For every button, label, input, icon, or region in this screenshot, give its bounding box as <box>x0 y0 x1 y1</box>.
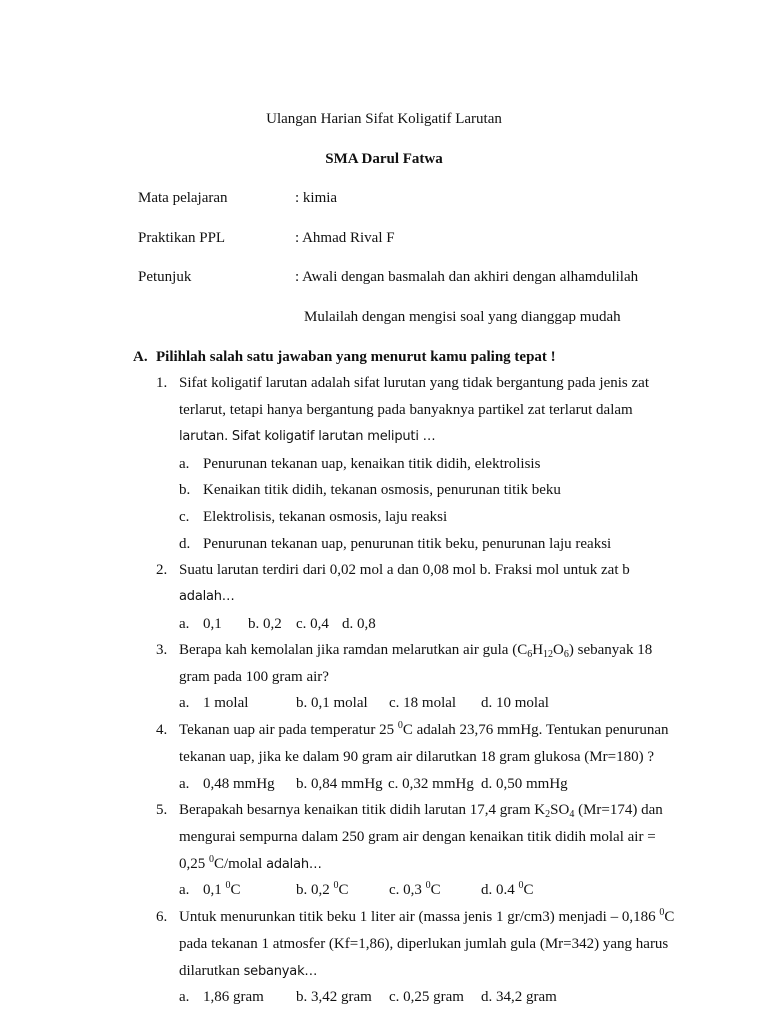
question-text <box>179 855 322 874</box>
question-text: Sifat koligatif larutan adalah sifat lurutan yang tidak bergantung pada jenis zat <box>179 375 649 391</box>
option-text: Penurunan tekanan uap, penurunan titik beku, penurunan laju reaksi <box>203 536 612 552</box>
question-text <box>179 962 317 981</box>
text-segment: O <box>553 642 564 658</box>
info-label-instruction: Petunjuk <box>138 269 192 285</box>
option-text: 0,1 <box>203 616 222 632</box>
section-heading: Pilihlah salah satu jawaban yang menurut kamu paling tepat ! <box>156 349 556 365</box>
option-letter: a. <box>179 882 190 898</box>
question-text: larutan. Sifat koligatif larutan meliputi … <box>179 429 436 444</box>
option-text: b. 0,1 molal <box>296 695 368 711</box>
section-letter: A. <box>133 349 148 365</box>
text-segment: c. 0,3 <box>389 882 426 898</box>
option-text: d. 34,2 gram <box>481 989 557 1005</box>
option-letter: a. <box>179 776 190 792</box>
question-text: Suatu larutan terdiri dari 0,02 mol a dan 0,08 mol b. Fraksi mol untuk zat b <box>179 562 630 578</box>
superscript: 0 <box>225 880 231 891</box>
question-text: gram pada 100 gram air? <box>179 669 329 685</box>
info-label-subject: Mata pelajaran <box>138 190 228 206</box>
superscript: 0 <box>333 880 339 891</box>
subscript: 12 <box>543 649 554 660</box>
text-segment: b. 0,2 <box>296 882 334 898</box>
text-segment: C adalah 23,76 mmHg. Tentukan penurunan <box>402 722 669 738</box>
question-number: 4. <box>156 722 168 738</box>
text-segment: (Mr=174) dan <box>574 802 663 818</box>
text-segment: d. 0.4 <box>481 882 519 898</box>
text-segment: H <box>532 642 544 658</box>
option-text: Elektrolisis, tekanan osmosis, laju reaksi <box>203 509 448 525</box>
option-text: Penurunan tekanan uap, kenaikan titik didih, elektrolisis <box>203 456 541 472</box>
subscript: 4 <box>569 809 575 820</box>
option-text: b. 0,84 mmHg <box>296 776 383 792</box>
option-text: b. 3,42 gram <box>296 989 372 1005</box>
school-name: SMA Darul Fatwa <box>325 151 443 167</box>
option-text: Kenaikan titik didih, tekanan osmosis, penurunan titik beku <box>203 482 561 498</box>
text-segment: adalah… <box>266 857 322 872</box>
option-text: d. 10 molal <box>481 695 549 711</box>
question-text: adalah… <box>179 589 235 604</box>
text-segment: ) sebanyak 18 <box>568 642 653 658</box>
text-segment: C <box>230 882 241 898</box>
superscript: 0 <box>659 907 665 918</box>
text-segment: C <box>430 882 441 898</box>
option-text <box>481 881 534 899</box>
subscript: 6 <box>527 649 533 660</box>
text-segment: sebanyak… <box>243 964 318 979</box>
option-text: c. 18 molal <box>389 695 457 711</box>
text-segment: Berapakah besarnya kenaikan titik didih larutan 17,4 gram K <box>179 802 546 818</box>
document-title: Ulangan Harian Sifat Koligatif Larutan <box>266 111 502 127</box>
question-text <box>179 801 663 819</box>
question-text: mengurai sempurna dalam 250 gram air dengan kenaikan titik didih molal air = <box>179 829 656 845</box>
text-segment: 0,25 <box>179 856 209 872</box>
option-text: d. 0,8 <box>342 616 376 632</box>
text-segment: Berapa kah kemolalan jika ramdan melarutkan air gula (C <box>179 642 528 658</box>
option-letter: a. <box>179 456 190 472</box>
option-text <box>296 881 349 899</box>
text-segment: C/molal <box>214 856 267 872</box>
question-number: 3. <box>156 642 168 658</box>
question-text <box>179 721 669 739</box>
option-text: 1,86 gram <box>203 989 264 1005</box>
option-letter: a. <box>179 616 190 632</box>
question-text: terlarut, tetapi hanya bergantung pada banyaknya partikel zat terlarut dalam <box>179 402 633 418</box>
subscript: 2 <box>545 809 551 820</box>
option-letter: b. <box>179 482 191 498</box>
question-text <box>179 908 674 926</box>
instruction-continued: Mulailah dengan mengisi soal yang dianggap mudah <box>304 309 621 325</box>
subscript: 6 <box>563 649 569 660</box>
option-text: 0,48 mmHg <box>203 776 275 792</box>
text-segment: 0,1 <box>203 882 226 898</box>
question-text: tekanan uap, jika ke dalam 90 gram air dilarutkan 18 gram glukosa (Mr=180) ? <box>179 749 654 765</box>
option-letter: a. <box>179 989 190 1005</box>
superscript: 0 <box>425 880 431 891</box>
text-segment: C <box>523 882 534 898</box>
info-value-instruction: : Awali dengan basmalah dan akhiri dengan alhamdulilah <box>295 269 639 285</box>
option-text <box>203 881 241 899</box>
question-number: 1. <box>156 375 168 391</box>
option-letter: c. <box>179 509 190 525</box>
option-text: d. 0,50 mmHg <box>481 776 568 792</box>
question-number: 5. <box>156 802 168 818</box>
superscript: 0 <box>518 880 524 891</box>
option-text: c. 0,25 gram <box>389 989 464 1005</box>
info-label-teacher: Praktikan PPL <box>138 230 226 246</box>
option-text: 1 molal <box>203 695 249 711</box>
superscript: 0 <box>209 854 214 865</box>
superscript: 0 <box>397 720 403 731</box>
question-text: pada tekanan 1 atmosfer (Kf=1,86), diperlukan jumlah gula (Mr=342) yang harus <box>179 936 669 952</box>
question-number: 6. <box>156 909 168 925</box>
text-segment: C <box>664 909 675 925</box>
info-value-subject: : kimia <box>295 190 338 206</box>
text-segment: C <box>338 882 349 898</box>
option-text <box>389 881 441 899</box>
text-segment: SO <box>550 802 570 818</box>
option-letter: d. <box>179 536 191 552</box>
question-text <box>179 641 652 659</box>
text-segment: Tekanan uap air pada temperatur 25 <box>179 722 398 738</box>
option-letter: a. <box>179 695 190 711</box>
option-text: b. 0,2 <box>248 616 282 632</box>
text-segment: Untuk menurunkan titik beku 1 liter air (massa jenis 1 gr/cm3) menjadi – 0,186 <box>179 909 660 925</box>
info-value-teacher: : Ahmad Rival F <box>295 230 395 246</box>
option-text: c. 0,4 <box>296 616 329 632</box>
question-number: 2. <box>156 562 168 578</box>
option-text: c. 0,32 mmHg <box>388 776 474 792</box>
text-segment: dilarutkan <box>179 963 244 979</box>
